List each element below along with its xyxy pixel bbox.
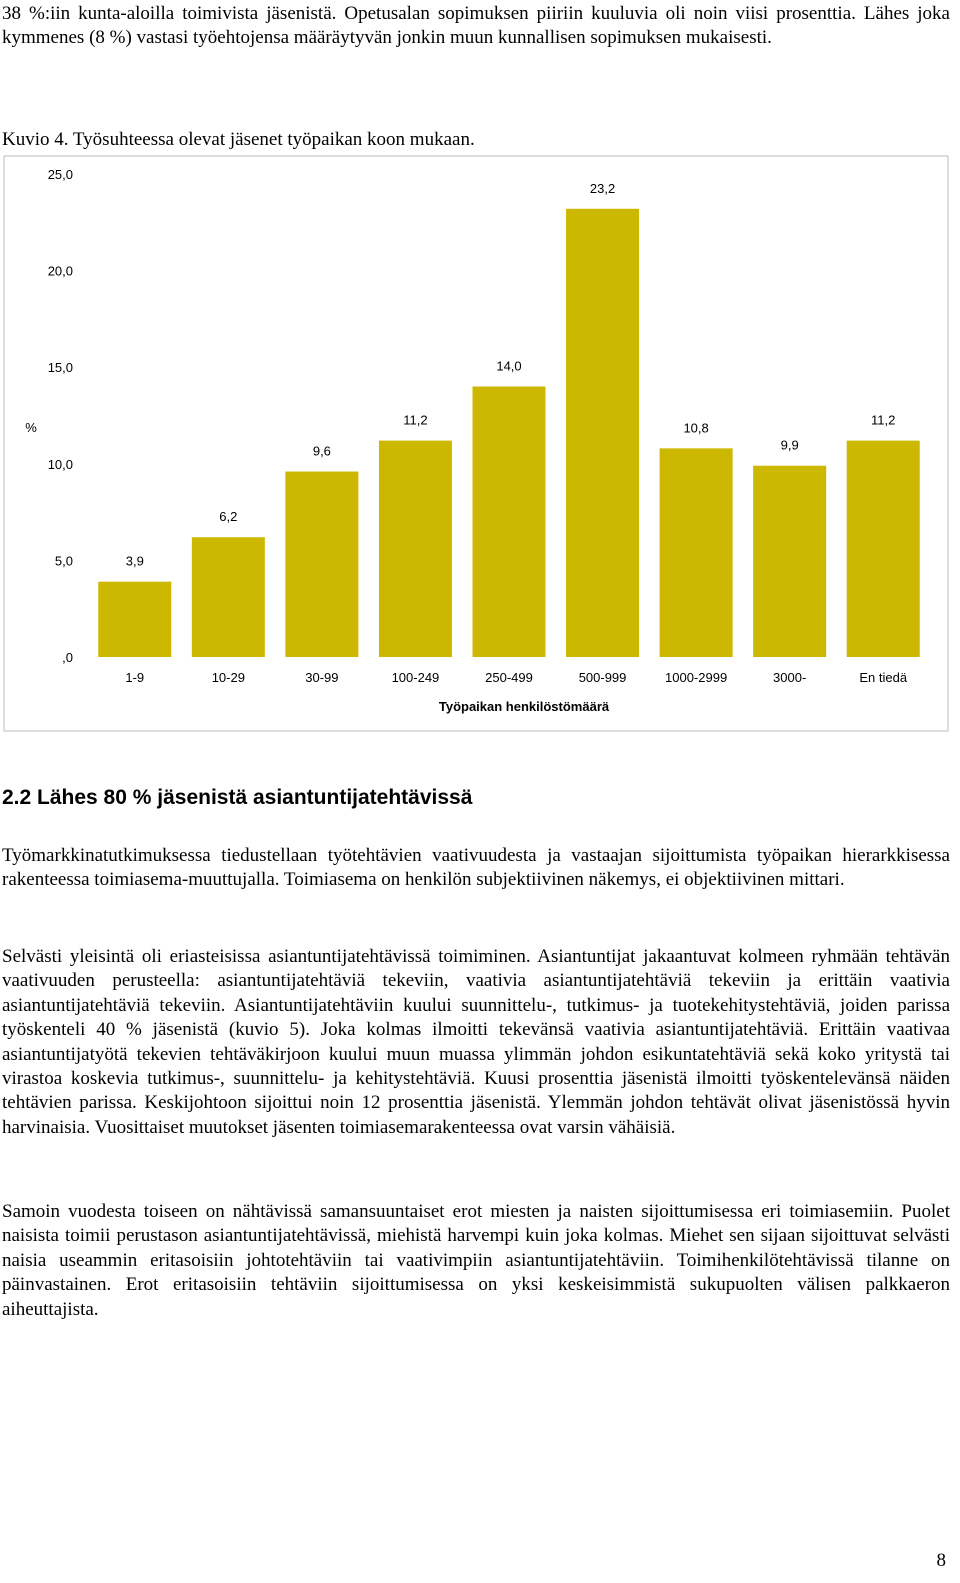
bar-3000- — [753, 466, 826, 657]
y-tick-label: 15,0 — [47, 360, 73, 376]
intro-paragraph: 38 %:iin kunta-aloilla toimivista jäsenistä. Opetusalan sopimuksen piiriin kuuluvia oli noin viisi prosenttia. Lähes joka kymmenes (8 %) vastasi työehtojensa määräytyvän jonkin muun kunnallisen sopimuksen mukaisesti. — [2, 3, 950, 49]
figure-caption: Kuvio 4. Työsuhteessa olevat jäsenet työpaikan koon mukaan. — [2, 129, 475, 150]
x-tick-label: 1000-2999 — [665, 670, 728, 685]
bar-100-249 — [379, 441, 452, 657]
bar-30-99 — [285, 472, 358, 657]
value-label: 23,2 — [589, 180, 616, 196]
bar-chart — [0, 155, 960, 733]
paragraph-2: Selvästi yleisintä oli eriasteisissa asiantuntijatehtävissä toimiminen. Asiantuntijat jakaantuvat kolmeen ryhmään tehtävän vaativuuden perusteella: asiantuntijatehtäviä tekeviin, vaativia asiantuntijatehtäviä tekeviin ja erittäin vaativia asiantuntijatehtäviä tekeviin. Asiantuntijatehtäviin kuului suunnittelu-, tutkimus- ja tuotekehitystehtäviä, joiden parissa työskenteli 40 % jäsenistä (kuvio 5). Joka kolmas ilmoitti tekevänsä vaativia asiantuntijatehtäviä. Erittäin vaativaa asiantuntijatyötä tekevien tehtäväkirjoon kuului muun muassa ylimmän johdon esikuntatehtäviä sekä koko yritystä tai virastoa koskevia tutkimus-, suunnittelu- ja kehitystehtäviä. Kuusi prosenttia jäsenistä ilmoitti työskentelevänsä näiden tehtävien parissa. Keskijohtoon sijoittui noin 12 prosenttia jäsenistä. Ylemmän johdon tehtävät olivat jäsenistössä hyvin harvinaisia. Vuosittaiset muutokset jäsenten toimiasemarakenteessa ovat varsin vähäisiä. — [2, 946, 950, 1138]
y-tick-label: 10,0 — [47, 456, 73, 472]
value-label: 9,9 — [780, 437, 799, 453]
bar-250-499 — [473, 387, 546, 657]
paragraph-3: Samoin vuodesta toiseen on nähtävissä samansuuntaiset erot miesten ja naisten sijoittumisessa eri toimiasemiin. Puolet naisista toimii perustason asiantuntijatehtävissä, miehistä harvempi kuin joka kolmas. Miehet sen sijaan sijoittuvat selvästi naisia useammin eritasoisiin johtotehtäviin tai vaativimpiin asiantuntijatehtäviin. Toimihenkilötehtävissä tilanne on päinvastainen. Erot eritasoisiin tehtäviin sijoittumisessa on yksi keskeisimmistä sukupuolten välisen palkkaeron aiheuttajista. — [2, 1201, 950, 1320]
value-label: 9,6 — [312, 443, 331, 459]
bar-1000-2999 — [660, 448, 733, 657]
value-label: 14,0 — [496, 358, 522, 374]
y-tick-label: ,0 — [62, 650, 73, 665]
value-label: 11,2 — [403, 412, 428, 428]
y-axis-label: % — [25, 420, 37, 435]
x-tick-label: 250-499 — [485, 670, 533, 685]
value-label: 6,2 — [219, 509, 238, 525]
value-label: 11,2 — [871, 412, 896, 428]
x-tick-label: 500-999 — [578, 670, 627, 685]
bar-En tiedä — [847, 441, 920, 657]
value-label: 3,9 — [125, 553, 144, 569]
bar-10-29 — [192, 537, 265, 657]
bar-1-9 — [98, 582, 171, 657]
value-label: 10,8 — [683, 420, 709, 436]
x-tick-label: 30-99 — [305, 670, 339, 685]
paragraph-1: Työmarkkinatutkimuksessa tiedustellaan työtehtävien vaativuudesta ja vastaajan sijoittumista työpaikan hierarkkisessa rakenteessa toimiasema-muuttujalla. Toimiasema on henkilön subjektiivinen näkemys, ei objektiivinen mittari. — [2, 845, 950, 891]
x-tick-label: En tiedä — [859, 670, 908, 685]
y-tick-label: 20,0 — [47, 263, 73, 279]
x-tick-label: 100-249 — [391, 670, 440, 685]
x-axis-label: Työpaikan henkilöstömäärä — [438, 699, 610, 714]
y-tick-label: 25,0 — [47, 167, 73, 182]
bar-500-999 — [566, 209, 639, 657]
section-heading: 2.2 Lähes 80 % jäsenistä asiantuntijatehtävissä — [2, 786, 473, 809]
x-tick-label: 10-29 — [211, 670, 245, 685]
y-tick-label: 5,0 — [54, 553, 73, 569]
page-number: 8 — [936, 1550, 946, 1571]
x-tick-label: 1-9 — [125, 670, 145, 685]
x-tick-label: 3000- — [773, 670, 807, 685]
